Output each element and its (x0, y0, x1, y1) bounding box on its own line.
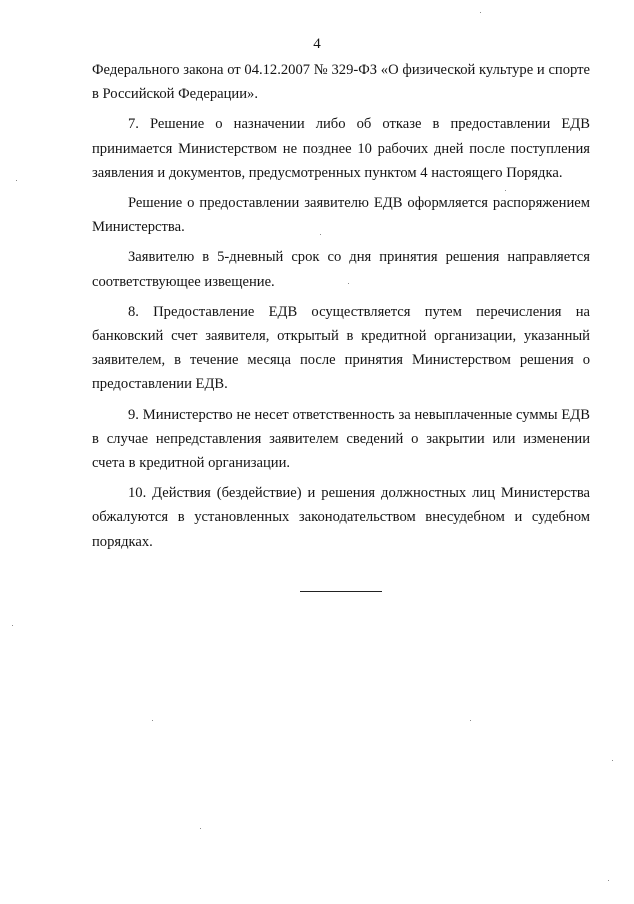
scan-speck (612, 760, 613, 761)
scan-speck (12, 625, 13, 626)
paragraph-8-payment: 8. Предоставление ЕДВ осуществляется путем перечисления на банковский счет заявителя, открытый в кредитной организации, указанный заявителем, в течение месяца после принятия Министерством решения о предоставлении ЕДВ. (92, 303, 590, 393)
paragraph-9-liability: 9. Министерство не несет ответственность за невыплаченные суммы ЕДВ в случае непредставления заявителем сведений о закрытии или изменении счета в кредитной организации. (92, 406, 590, 472)
paragraph-decision-order: Решение о предоставлении заявителю ЕДВ оформляется распоряжением Министерства. (92, 195, 590, 236)
paragraph-law-reference: Федерального закона от 04.12.2007 № 329-ФЗ «О физической культуре и спорте в Российской Федерации». (92, 62, 590, 103)
scan-speck (16, 180, 17, 181)
scan-speck (608, 880, 609, 881)
document-body (92, 58, 590, 560)
scan-speck (348, 283, 349, 284)
end-of-text-rule (300, 591, 382, 592)
scan-speck (470, 720, 471, 721)
scan-speck (505, 190, 506, 191)
page-number: 4 (313, 36, 321, 52)
scan-speck (200, 828, 201, 829)
paragraph-10-appeals: 10. Действия (бездействие) и решения должностных лиц Министерства обжалуются в установленных законодательством внесудебном и судебном порядках. (92, 485, 590, 550)
scan-speck (480, 12, 481, 13)
scan-speck (152, 720, 153, 721)
paragraph-notification: Заявителю в 5-дневный срок со дня принятия решения направляется соответствующее извещение. (92, 249, 590, 290)
scan-speck (320, 234, 321, 235)
paragraph-7-decision-deadline: 7. Решение о назначении либо об отказе в предоставлении ЕДВ принимается Министерством не позднее 10 рабочих дней после поступления заявления и документов, предусмотренных пунктом 4 настоящего Порядка. (92, 116, 590, 181)
